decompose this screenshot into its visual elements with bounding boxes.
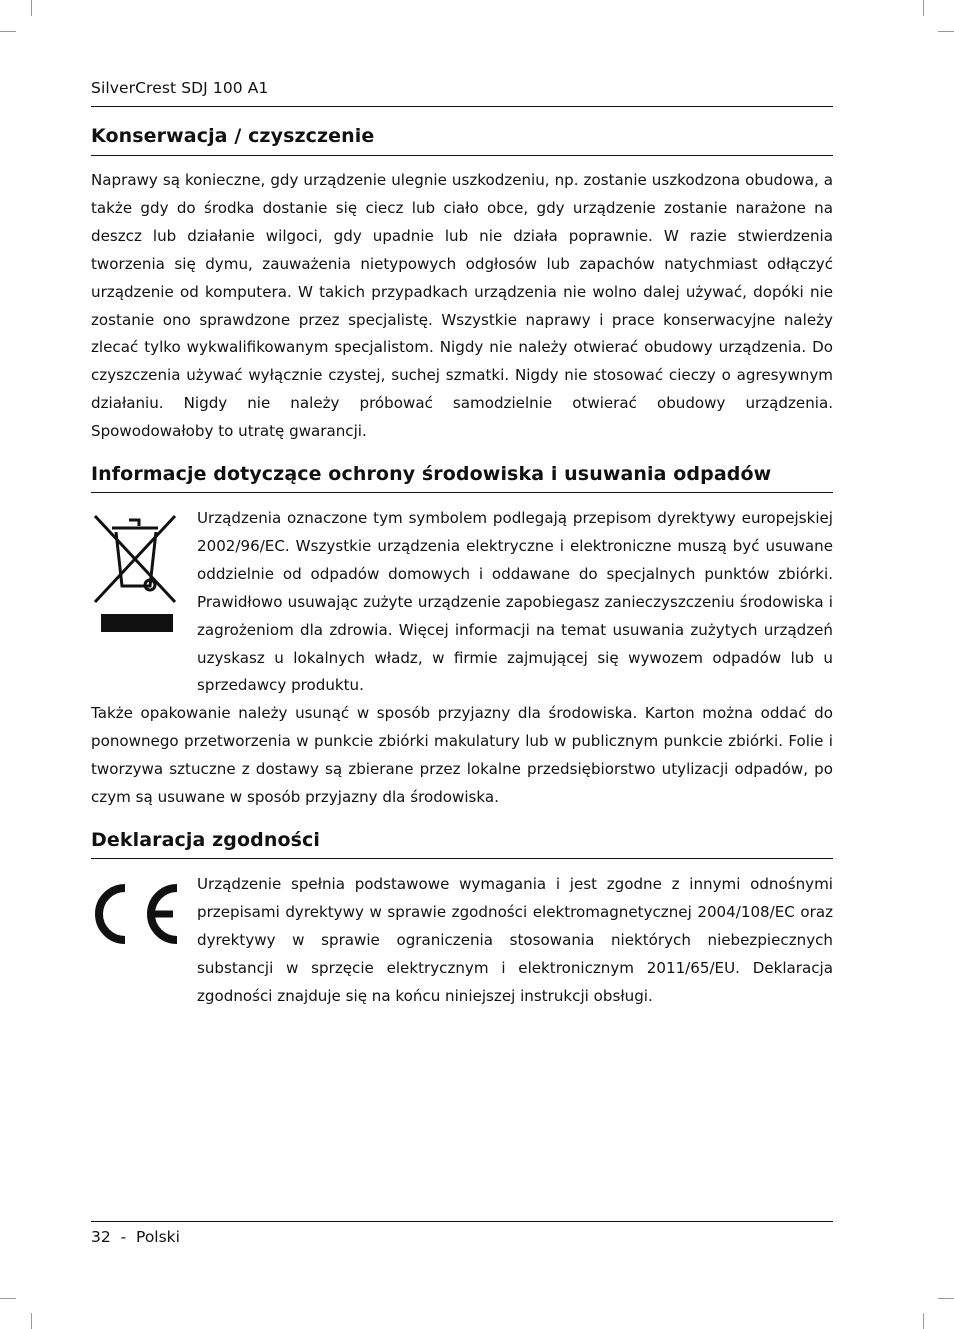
section-heading-environment: Informacje dotyczące ochrony środowiska i usuwania odpadów [91, 463, 772, 485]
section-rule [91, 155, 833, 156]
document-header-title: SilverCrest SDJ 100 A1 [91, 79, 269, 97]
maintenance-paragraph: Naprawy są konieczne, gdy urządzenie ulegnie uszkodzeniu, np. zostanie uszkodzona obudowa, a także gdy do środka dostanie się ciecz lub ciało obce, gdy urządzenie zostanie narażone na deszcz lub działanie wilgoci, gdy upadnie lub nie działa poprawnie. W razie stwierdzenia tworzenia się dymu, zauważenia nietypowych odgłosów lub zapachów natychmiast odłączyć urządzenie od komputera. W takich przypadkach urządzenia nie wolno dalej używać, dopóki nie zostanie ono sprawdzone przez specjalistę. Wszystkie naprawy i prace konserwacyjne należy zlecać tylko wykwalifikowanym specjalistom. Nigdy nie należy otwierać obudowy urządzenia. Do czyszczenia używać wyłącznie czystej, suchej szmatki. Nigdy nie stosować cieczy o agresywnym działaniu. Nigdy nie należy próbować samodzielnie otwierać obudowy urządzenia. Spowodowałoby to utratę gwarancji. [91, 171, 833, 441]
crop-mark [31, 0, 32, 16]
crop-mark [0, 1298, 16, 1299]
environment-paragraph-symbol: Urządzenia oznaczone tym symbolem podlegają przepisom dyrektywy europejskiej 2002/96/EC. Wszystkie urządzenia elektryczne i elektroniczne muszą być usuwane oddzielnie od odpadów domowych i oddawane do specjalnych punktów zbiórki. Prawidłowo usuwając zużyte urządzenie zapobiegasz zanieczyszczeniu środowiska i zagrożeniom dla zdrowia. Więcej informacji na temat usuwania zużytych urządzeń uzyskasz u lokalnych władz, w firmie zajmującej się wywozem odpadów lub u sprzedawcy produktu. [197, 509, 833, 695]
section-rule [91, 492, 833, 493]
section-heading-conformity: Deklaracja zgodności [91, 829, 321, 851]
crop-mark [938, 31, 954, 32]
footer-rule [91, 1221, 833, 1222]
environment-paragraph-packaging: Także opakowanie należy usunąć w sposób przyjazny dla środowiska. Karton można oddać do ponownego przetworzenia w punkcie zbiórki makulatury lub w publicznym punkcie zbiórki. Folie i tworzywa sztuczne z dostawy są zbierane przez lokalne przedsiębiorstwo utylizacji odpadów, po czym są usuwane w sposób przyjazny dla środowiska. [91, 704, 833, 806]
crop-mark [31, 1313, 32, 1329]
ce-mark-icon [91, 881, 181, 947]
weee-crossed-bin-icon [92, 512, 178, 634]
page-number-label: 32 - Polski [91, 1228, 180, 1246]
conformity-paragraph: Urządzenie spełnia podstawowe wymagania i jest zgodne z innymi odnośnymi przepisami dyrektywy w sprawie zgodności elektromagnetycznej 2004/108/EC oraz dyrektywy w sprawie ograniczenia stosowania niektórych niebezpiecznych substancji w sprzęcie elektrycznym i elektronicznym 2011/65/EU. Deklaracja zgodności znajduje się na końcu niniejszej instrukcji obsługi. [197, 875, 833, 1005]
crop-mark [0, 31, 16, 32]
crop-mark [923, 1313, 924, 1329]
crop-mark [923, 0, 924, 16]
header-rule [91, 106, 833, 107]
section-heading-maintenance: Konserwacja / czyszczenie [91, 125, 375, 147]
crop-mark [938, 1298, 954, 1299]
section-rule [91, 858, 833, 859]
